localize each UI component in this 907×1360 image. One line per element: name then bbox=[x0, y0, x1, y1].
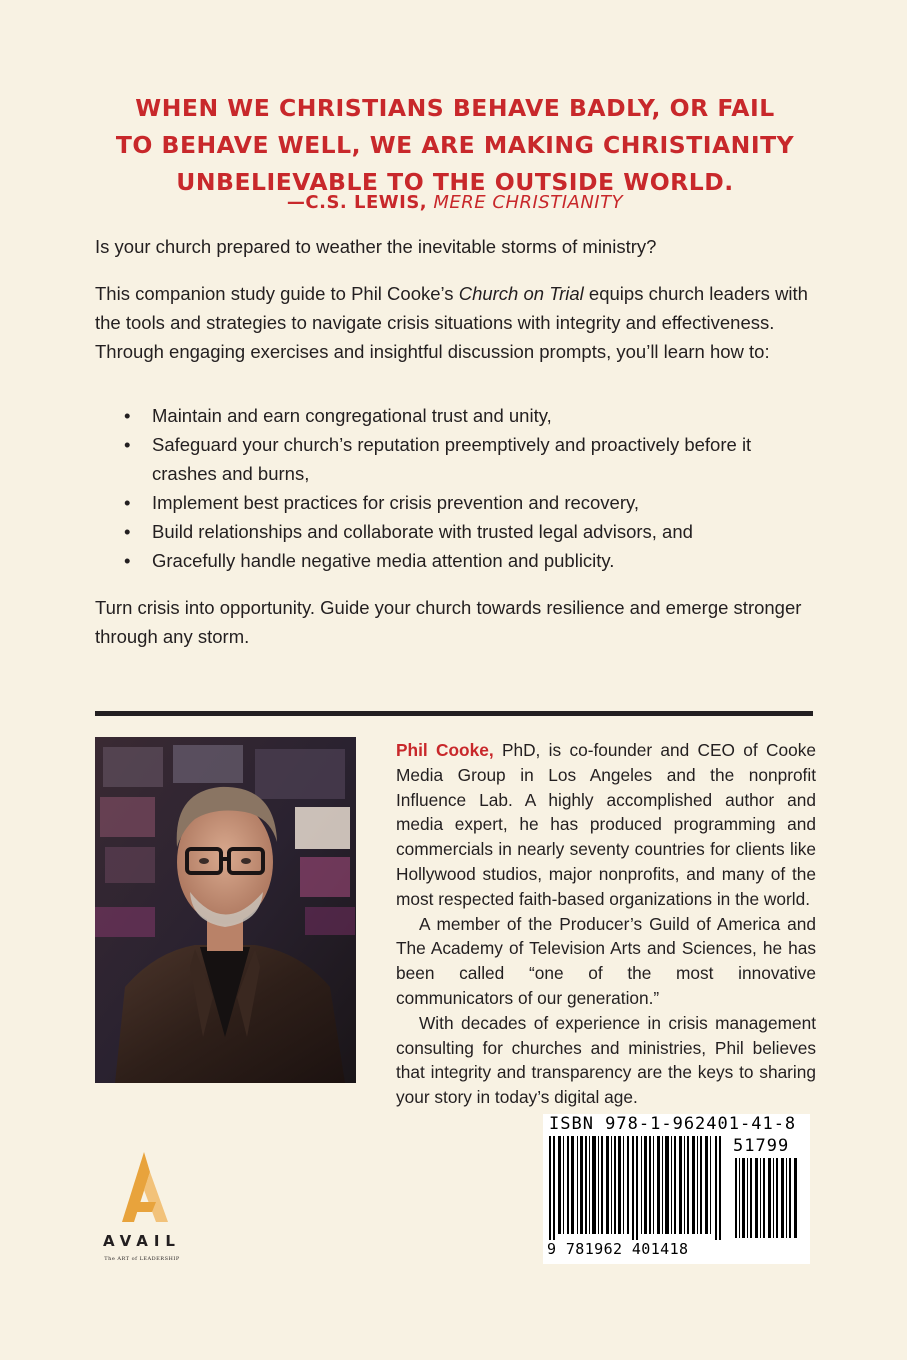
bullet-glyph: • bbox=[124, 434, 131, 455]
attribution-work: MERE CHRISTIANITY bbox=[433, 192, 624, 213]
author-bio bbox=[396, 738, 816, 1110]
quote-line: UNBELIEVABLE TO THE OUTSIDE WORLD. bbox=[176, 168, 734, 196]
section-divider bbox=[95, 711, 813, 716]
isbn-digits: 9 781962 401418 bbox=[547, 1240, 689, 1258]
isbn-barcode bbox=[543, 1114, 810, 1264]
bullet-glyph: • bbox=[124, 405, 131, 426]
publisher-tagline: The ART of LEADERSHIP bbox=[104, 1256, 180, 1262]
list-item bbox=[95, 546, 820, 575]
list-item-text: Gracefully handle negative media attention and publicity. bbox=[152, 550, 615, 571]
list-item bbox=[95, 517, 820, 546]
bullet-glyph: • bbox=[124, 521, 131, 542]
quote-line: TO BEHAVE WELL, WE ARE MAKING CHRISTIANITY bbox=[115, 131, 795, 159]
author-name: Phil Cooke, bbox=[396, 740, 494, 760]
bio-paragraph: With decades of experience in crisis management consulting for churches and ministries, Phil believes that integrity and transparency are the keys to sharing your story in today’s digital age. bbox=[396, 1012, 816, 1108]
bio-paragraph-1-text: PhD, is co-founder and CEO of Cooke Media Group in Los Angeles and the nonprofit Influence Lab. A highly accomplished author and media expert, he has produced programming and commercials in nearly seventy countries for clients like Hollywood studios, major nonprofits, and many of the most respected faith-based organizations in the world. bbox=[396, 740, 816, 909]
closing-paragraph: Turn crisis into opportunity. Guide your church towards resilience and emerge stronger through any storm. bbox=[95, 597, 802, 647]
price-code: 51799 bbox=[733, 1136, 790, 1156]
bio-paragraph bbox=[396, 738, 816, 912]
isbn-label: ISBN 978-1-962401-41-8 bbox=[549, 1114, 797, 1134]
attribution-author: —C.S. LEWIS, bbox=[286, 192, 428, 213]
author-photo bbox=[95, 737, 356, 1083]
bullet-glyph: • bbox=[124, 492, 131, 513]
list-item bbox=[95, 430, 820, 488]
list-item bbox=[95, 401, 820, 430]
quote-line: WHEN WE CHRISTIANS BEHAVE BADLY, OR FAIL bbox=[135, 94, 775, 122]
pull-quote bbox=[95, 90, 815, 201]
description-before: This companion study guide to Phil Cooke’s bbox=[95, 283, 459, 304]
publisher-name: AVAIL bbox=[103, 1232, 181, 1250]
barcode-bars bbox=[547, 1136, 727, 1240]
publisher-logo-icon bbox=[92, 1150, 192, 1270]
book-title: Church on Trial bbox=[458, 283, 584, 304]
list-item bbox=[95, 488, 820, 517]
quote-attribution bbox=[95, 192, 815, 213]
list-item-text: Build relationships and collaborate with trusted legal advisors, and bbox=[152, 521, 693, 542]
list-item-text: Maintain and earn congregational trust and unity, bbox=[152, 405, 552, 426]
list-item-text: Implement best practices for crisis prevention and recovery, bbox=[152, 492, 640, 513]
list-item-text: Safeguard your church’s reputation preemptively and proactively before it crashes and burns, bbox=[152, 434, 752, 484]
description-after: equips church leaders with the tools and strategies to navigate crisis situations with integrity and effectiveness. Through engaging exercises and insightful discussion prompts, you’ll learn how to: bbox=[95, 283, 808, 362]
bullet-glyph: • bbox=[124, 550, 131, 571]
intro-question: Is your church prepared to weather the inevitable storms of ministry? bbox=[95, 236, 657, 257]
bio-paragraph: A member of the Producer’s Guild of America and The Academy of Television Arts and Sciences, he has been called “one of the most innovative communicators of our generation.” bbox=[396, 913, 816, 1008]
price-barcode-bars bbox=[733, 1158, 803, 1238]
description-paragraph bbox=[95, 279, 820, 366]
benefit-list bbox=[95, 401, 820, 575]
